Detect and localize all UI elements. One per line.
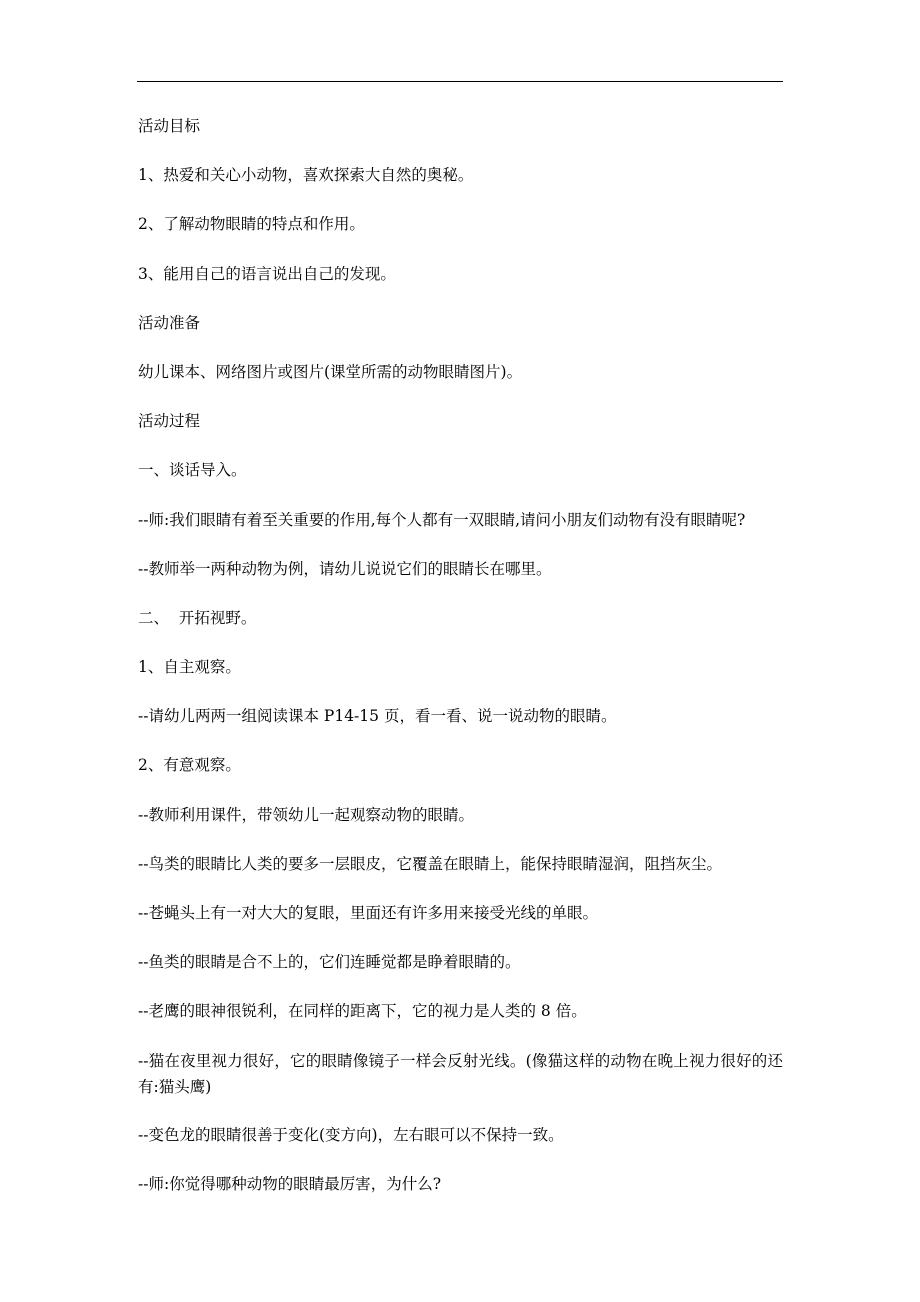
process-line: --鸟类的眼睛比人类的要多一层眼皮，它覆盖在眼睛上，能保持眼睛湿润，阻挡灰尘。: [138, 854, 722, 873]
section-heading-goals: 活动目标: [138, 117, 201, 135]
document-body: [138, 113, 783, 1220]
process-line: --教师利用课件，带领幼儿一起观察动物的眼睛。: [138, 805, 474, 824]
process-line: --请幼儿两两一组阅读课本 P14-15 页，看一看、说一说动物的眼睛。: [138, 707, 617, 726]
preparation-text: 幼儿课本、网络图片或图片(课堂所需的动物眼睛图片)。: [138, 362, 523, 381]
substep-heading-2: 2、有意观察。: [138, 756, 241, 775]
process-line: --猫在夜里视力很好，它的眼睛像镜子一样会反射光线。(像猫这样的动物在晚上视力很好的还有:猫头鹰): [138, 1051, 783, 1096]
process-line: --苍蝇头上有一对大大的复眼，里面还有许多用来接受光线的单眼。: [138, 904, 598, 922]
header-rule: [137, 81, 783, 82]
goal-item-2: 2、了解动物眼睛的特点和作用。: [138, 215, 365, 234]
goal-item-1: 1、热爱和关心小动物，喜欢探索大自然的奥秘。: [138, 166, 474, 185]
substep-heading-1: 1、自主观察。: [138, 658, 241, 677]
step-heading-2: 二、 开拓视野。: [138, 608, 257, 627]
process-line: --师:我们眼睛有着至关重要的作用,每个人都有一双眼睛,请问小朋友们动物有没有眼睛呢?: [138, 510, 746, 529]
process-line: --老鹰的眼神很锐利，在同样的距离下，它的视力是人类的 8 倍。: [138, 1002, 587, 1021]
process-line: --师:你觉得哪种动物的眼睛最厉害，为什么?: [138, 1174, 442, 1193]
process-line: --教师举一两种动物为例，请幼儿说说它们的眼睛长在哪里。: [138, 559, 552, 578]
step-heading-1: 一、谈话导入。: [138, 461, 247, 480]
process-line: --变色龙的眼睛很善于变化(变方向)，左右眼可以不保持一致。: [138, 1125, 564, 1144]
goal-item-3: 3、能用自己的语言说出自己的发现。: [138, 264, 396, 283]
section-heading-preparation: 活动准备: [138, 313, 201, 332]
section-heading-process: 活动过程: [138, 412, 201, 431]
process-line: --鱼类的眼睛是合不上的，它们连睡觉都是睁着眼睛的。: [138, 953, 521, 972]
